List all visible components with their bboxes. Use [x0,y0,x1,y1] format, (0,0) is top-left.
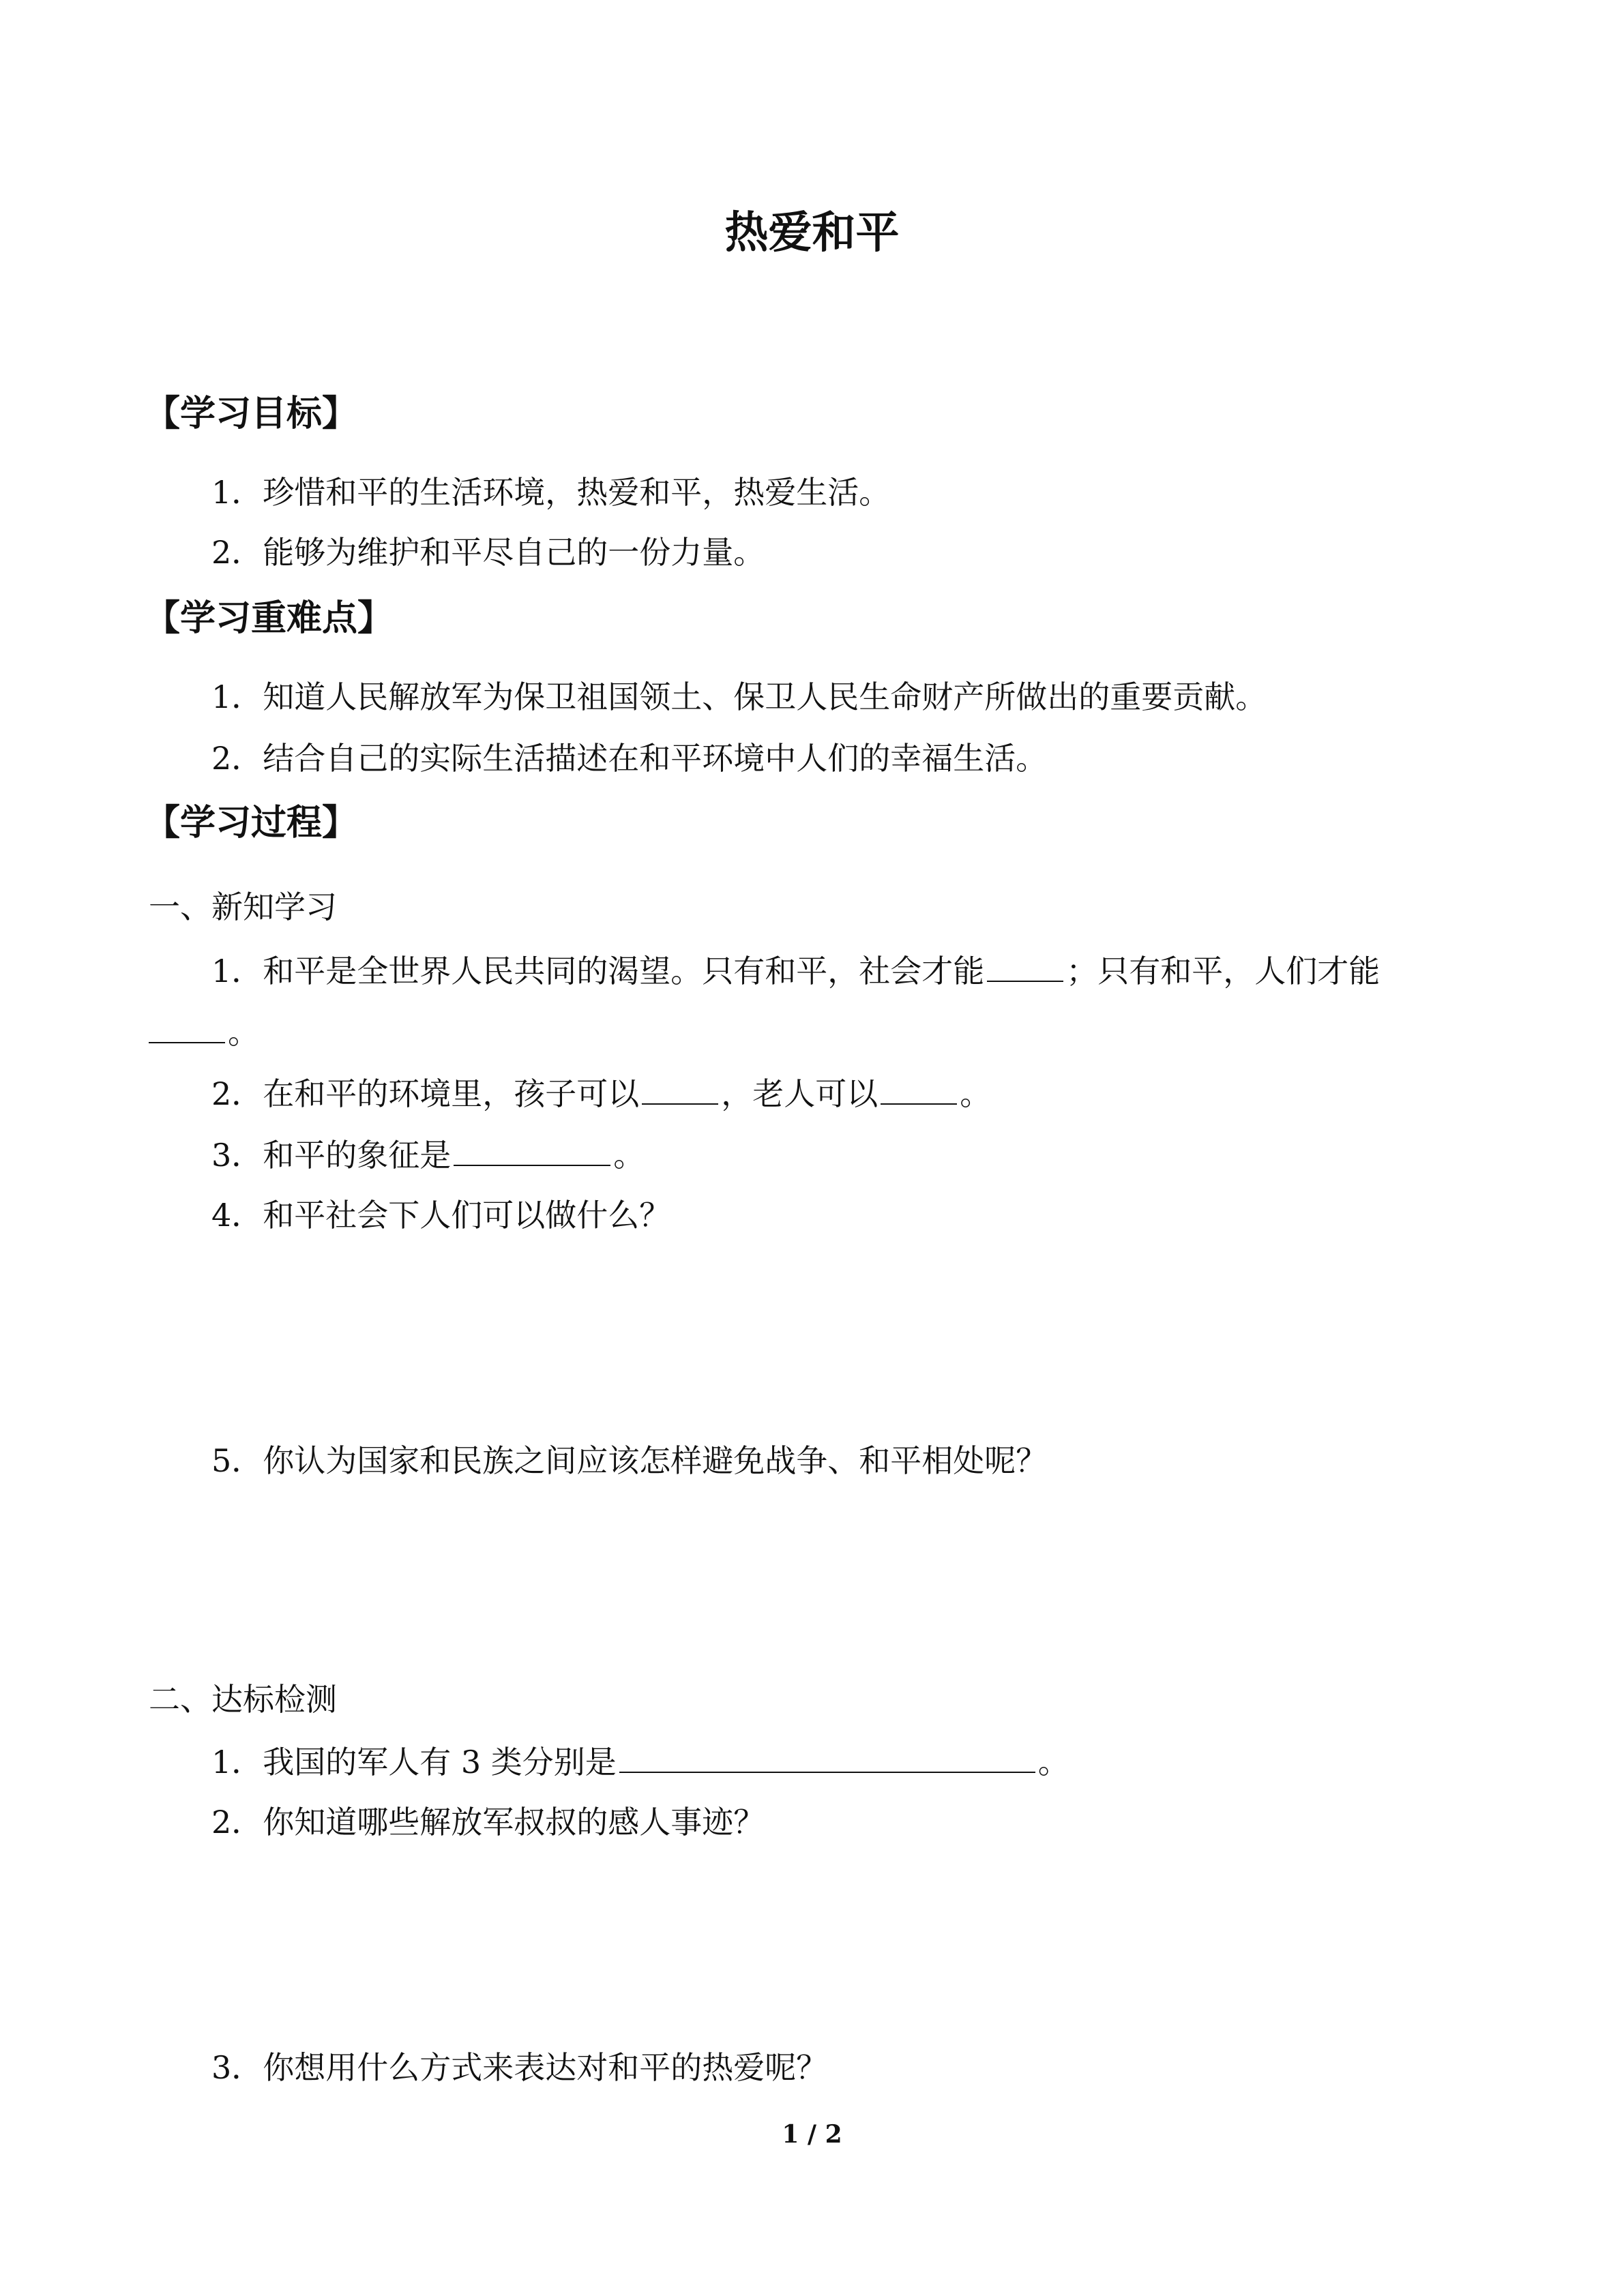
part2-question-1 [211,1740,1069,1783]
question-text: 。 [960,1075,992,1112]
part2-label: 二、达标检测 [149,1681,337,1718]
answer-blank[interactable] [642,1072,718,1105]
part1-question-1 [211,949,1380,992]
document-title: 热爱和平 [724,208,900,258]
answer-blank[interactable] [881,1072,957,1105]
part1-question-1-continued [149,1011,259,1053]
page-number: 1 / 2 [782,2120,842,2149]
part1-question-2 [211,1072,991,1114]
question-text: ，老人可以 [721,1075,879,1112]
key-points-heading: 【学习重难点】 [145,598,394,639]
part1-label: 一、新知学习 [149,889,337,925]
answer-blank[interactable] [987,949,1063,982]
answer-blank[interactable] [149,1011,225,1043]
question-text: 。 [613,1137,645,1174]
objective-item-2: 2．能够为维护和平尽自己的一份力量。 [211,534,765,571]
part2-question-3: 3．你想用什么方式来表达对和平的热爱呢？ [211,2049,828,2086]
key-point-item-1: 1．知道人民解放军为保卫祖国领土、保卫人民生命财产所做出的重要贡献。 [211,679,1267,715]
question-text: 1．和平是全世界人民共同的渴望。只有和平，社会才能 [211,953,985,989]
question-text: ；只有和平，人们才能 [1066,953,1381,989]
part1-question-3 [211,1133,645,1176]
question-text: 。 [228,1014,259,1051]
question-text: 2．在和平的环境里，孩子可以 [211,1075,640,1112]
answer-blank[interactable] [619,1740,1035,1773]
process-heading: 【学习过程】 [145,803,358,844]
question-text: 3．和平的象征是 [211,1137,452,1174]
part1-question-4: 4．和平社会下人们可以做什么？ [211,1197,671,1234]
objectives-heading: 【学习目标】 [145,393,358,434]
question-text: 1．我国的军人有 3 类分别是 [211,1744,617,1780]
objective-item-1: 1．珍惜和平的生活环境，热爱和平，热爱生活。 [211,474,891,511]
part2-question-2: 2．你知道哪些解放军叔叔的感人事迹？ [211,1804,765,1840]
key-point-item-2: 2．结合自己的实际生活描述在和平环境中人们的幸福生活。 [211,740,1048,777]
question-text: 。 [1037,1744,1069,1780]
answer-blank[interactable] [454,1133,610,1166]
part1-question-5: 5．你认为国家和民族之间应该怎样避免战争、和平相处呢？ [211,1442,1048,1479]
